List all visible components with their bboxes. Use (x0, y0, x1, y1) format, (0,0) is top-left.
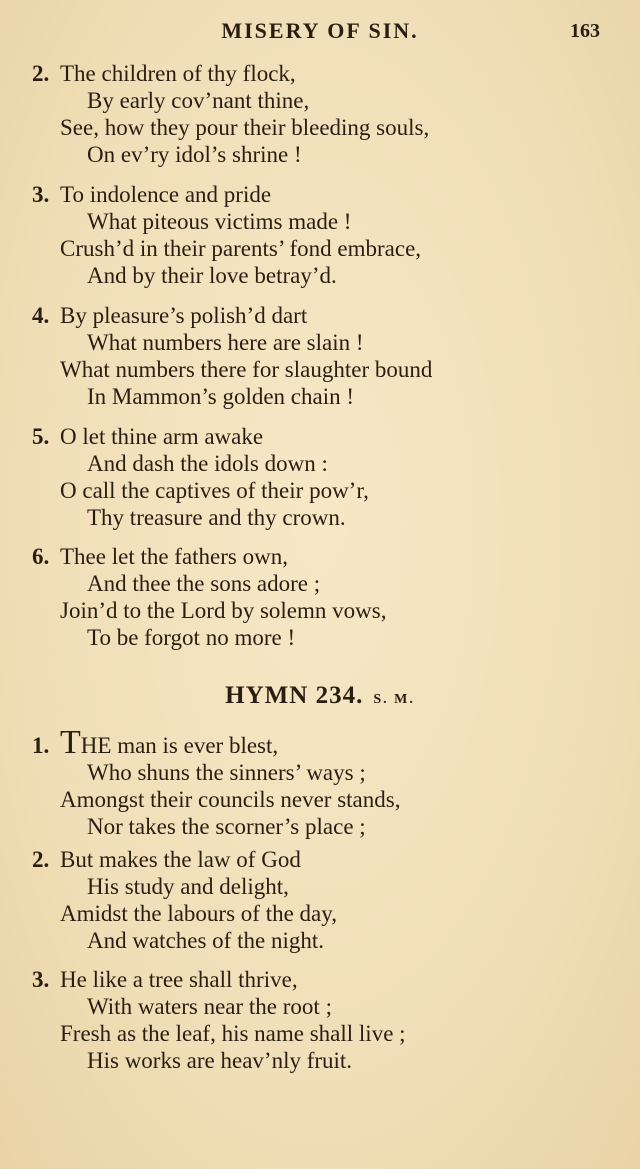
verse-line: Nor takes the scorner’s place ; (87, 814, 366, 839)
stanza-number: 4. (32, 303, 50, 328)
stanza (32, 423, 612, 531)
drop-cap: T (60, 724, 81, 761)
verse-line: O call the captives of their pow’r, (60, 478, 369, 503)
verse-line: What numbers here are slain ! (87, 330, 364, 355)
verse-line: And by their love betray’d. (87, 263, 337, 288)
verse-line: HE man is ever blest, (80, 733, 279, 758)
verse-line: By early cov’nant thine, (87, 88, 310, 113)
verse-line: Thy treasure and thy crown. (87, 505, 346, 530)
verse-line: Amongst their councils never stands, (60, 787, 401, 812)
verse-line: Thee let the fathers own, (60, 544, 288, 569)
verse-line: Crush’d in their parents’ fond embrace, (60, 236, 422, 261)
stanza-number: 2. (32, 847, 50, 872)
verse-line: What piteous victims made ! (87, 209, 352, 234)
verse-line: O let thine arm awake (60, 424, 264, 449)
verse-line: And watches of the night. (87, 928, 324, 953)
verse-line: But makes the law of God (60, 847, 301, 872)
hymn-title: HYMN 234. (225, 682, 364, 709)
stanza (32, 724, 612, 840)
verse-line: To be forgot no more ! (87, 625, 296, 650)
stanza-number: 6. (32, 544, 50, 569)
verse-line: Fresh as the leaf, his name shall live ; (60, 1021, 406, 1046)
verse-line: In Mammon’s golden chain ! (87, 384, 355, 409)
stanza-number: 2. (32, 61, 50, 86)
verse-line: He like a tree shall thrive, (60, 967, 298, 992)
hymn-meter: S. M. (373, 692, 415, 707)
stanza-number: 1. (32, 733, 50, 758)
verse-line: His study and delight, (87, 874, 289, 899)
verse-line: His works are heav’nly fruit. (87, 1048, 353, 1073)
hymn-heading (0, 682, 640, 710)
verse-line: The children of thy flock, (60, 61, 296, 86)
stanza (32, 846, 612, 954)
stanza (32, 181, 612, 289)
verse-line: With waters near the root ; (87, 994, 332, 1019)
page-number: 163 (570, 20, 600, 42)
verse-line: See, how they pour their bleeding souls, (60, 115, 430, 140)
stanza (32, 60, 612, 168)
verse-line: Who shuns the sinners’ ways ; (87, 760, 366, 785)
stanza-number: 3. (32, 182, 50, 207)
verse-line: To indolence and pride (60, 182, 272, 207)
verse-line: And thee the sons adore ; (87, 571, 321, 596)
verse-line: Amidst the labours of the day, (60, 901, 338, 926)
verse-line: By pleasure’s polish’d dart (60, 303, 308, 328)
stanza-number: 5. (32, 424, 50, 449)
verse-line: Join’d to the Lord by solemn vows, (60, 598, 387, 623)
stanza (32, 543, 612, 651)
verse-line: On ev’ry idol’s shrine ! (87, 142, 302, 167)
stanza (32, 302, 612, 410)
stanza-number: 3. (32, 967, 50, 992)
running-header: MISERY OF SIN. (221, 18, 419, 43)
stanza (32, 966, 612, 1074)
verse-line: What numbers there for slaughter bound (60, 357, 433, 382)
verse-line: And dash the idols down : (87, 451, 328, 476)
